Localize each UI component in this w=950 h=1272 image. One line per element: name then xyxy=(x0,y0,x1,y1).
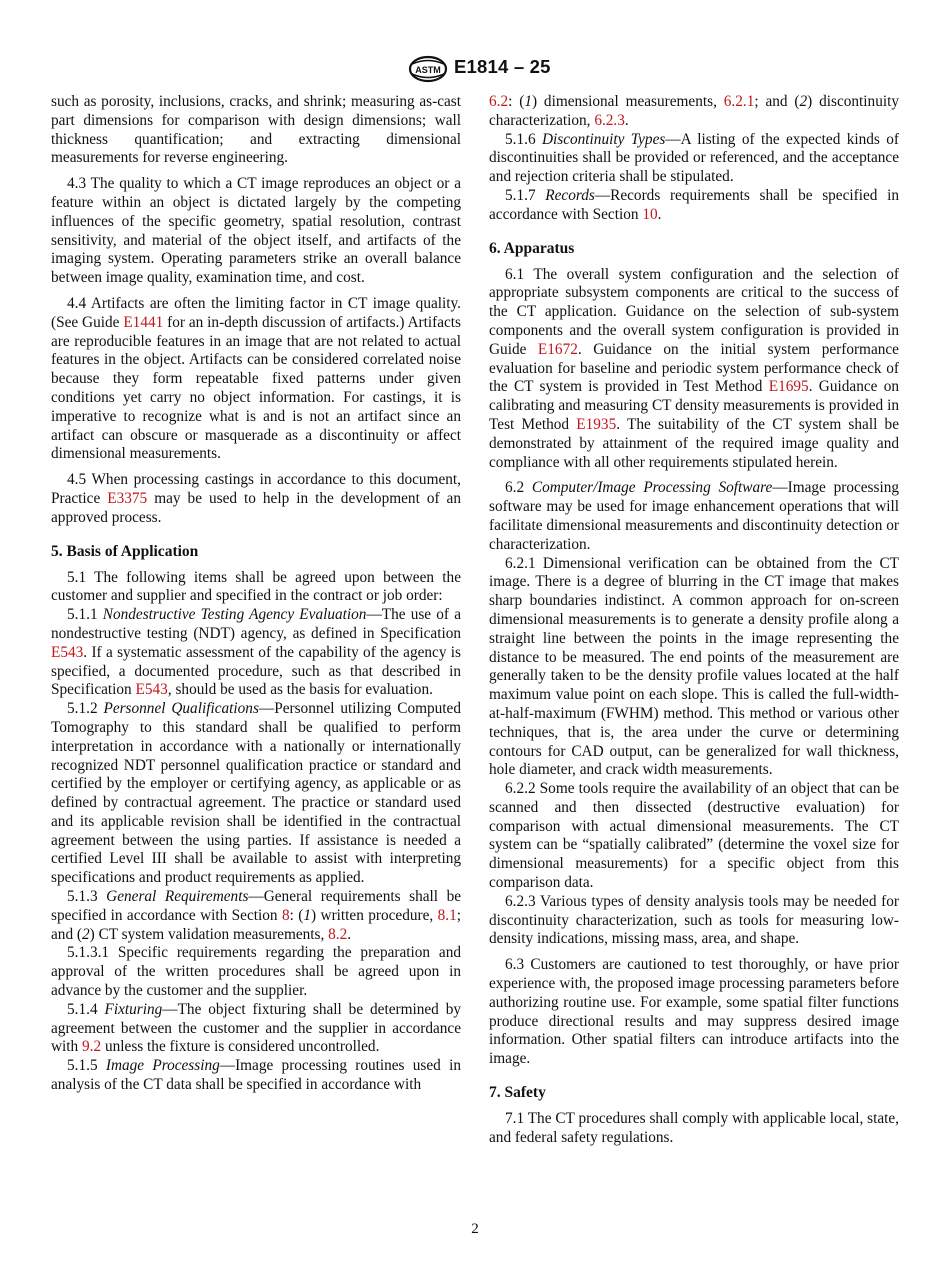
paragraph-4-2-continued: such as porosity, inclusions, cracks, and shrink; measuring as-cast part dimensions for comparison with design dimensions; wall thickness quantification; and extracting dimensional measurements for reverse engineering. xyxy=(51,93,461,167)
ref-6-2-1-link[interactable]: 6.2.1 xyxy=(723,93,755,110)
paragraph-5-1-2: 5.1.2 Personnel Qualifications—Personnel utilizing Computed Tomography to this standard shall be qualified to perform interpretation in accordance with a nationally or internationally recognized NDT personnel qualification practice or standard and certified by the employer or certifying agency, as applicable or as defined by contractual agreement. The practice or standard used and its applicable revision shall be identified in the contractual agreement between the using parties. If assistance is needed a certified Level III shall be available to assist with interpreting specifications and product requirements as applied. xyxy=(51,700,461,887)
paragraph-7-1: 7.1 The CT procedures shall comply with applicable local, state, and federal safety regulations. xyxy=(489,1110,899,1146)
paragraph-5-1-3-1: 5.1.3.1 Specific requirements regarding the preparation and approval of the written procedures shall be agreed upon in advance by the customer and the supplier. xyxy=(51,944,461,1000)
ref-8-2-link[interactable]: 8.2 xyxy=(328,925,348,943)
paragraph-5-1-3: 5.1.3 General Requirements—General requirements shall be specified in accordance with Section 8: (1) written procedure, 8.1; and (2) CT system validation measurements, 8.2. xyxy=(51,888,462,943)
section-6-heading: 6. Apparatus xyxy=(489,239,575,257)
paragraph-5-1-1: 5.1.1 Nondestructive Testing Agency Evaluation—The use of a nondestructive testing (NDT) agency, as defined in Specification E543. If a systematic assessment of the capability of the agency is specified, a documented procedure, such as that described in Specification E543, should be used as the basis for evaluation. xyxy=(51,606,461,699)
paragraph-6-2: 6.2 Computer/Image Processing Software—Image processing software may be used for image enhancement operations that will facilitate dimensional measurements and discontinuity detection or characterization. xyxy=(489,479,900,553)
document-designation: E1814 – 25 xyxy=(454,56,551,77)
svg-text:ASTM: ASTM xyxy=(415,65,441,75)
ref-e1441-link[interactable]: E1441 xyxy=(123,313,164,331)
ref-6-2-link[interactable]: 6.2 xyxy=(489,93,509,110)
astm-logo-icon xyxy=(408,55,448,83)
paragraph-6-2-3: 6.2.3 Various types of density analysis tools may be needed for discontinuity characterization, such as tools for measuring low-density indications, missing mass, area, and shape. xyxy=(489,892,899,948)
paragraph-4-5: 4.5 When processing castings in accordance to this document, Practice E3375 may be used to help in the development of an approved process. xyxy=(51,471,461,526)
paragraph-6-1: 6.1 The overall system configuration and the selection of appropriate subsystem components are critical to the success of the CT application. Guidance on the selection of sub-system components and the overall system configuration is provided in Guide E1672. Guidance on the initial system performance evaluation for baseline and periodic system performance check of the CT system is provided in Test Method E1695. Guidance on calibrating and measuring CT density measurements is provided in Test Method E1935. The suitability of the CT system shall be demonstrated by attainment of the required image quality and compliance with all other requirements stipulated herein. xyxy=(489,265,899,471)
paragraph-6-2-2: 6.2.2 Some tools require the availability of an object that can be scanned and then dissected (destructive evaluation) for comparison with actual dimensional measurements. The CT system can be “spatially calibrated” (determine the voxel size for dimensional measurements) for a specific object from this comparison data. xyxy=(489,780,899,892)
paragraph-6-3: 6.3 Customers are cautioned to test thoroughly, or have prior experience with, the proposed image processing parameters before authorizing routine use. For example, some spatial filter functions produce directional results and may suppress desired image information. Other spatial filters can introduce artifacts into the image. xyxy=(489,956,899,1068)
paragraph-5-1-5-continued: 6.2: (1) dimensional measurements, 6.2.1; and (2) discontinuity characterization, 6.2.3. xyxy=(489,93,899,129)
paragraph-6-2-1: 6.2.1 Dimensional verification can be obtained from the CT image. There is a degree of blurring in the CT image that makes sharp boundaries indistinct. A common approach for on-screen dimensional measurements is to generate a density profile along a straight line between the points in the image representing the distance to be measured. The end points of the measurement are generally taken to be the density profile values located at the half maximum value point on each slope. This is called the full-width-at-half-maximum (FWHM) method. This method or various other techniques, that is, the area under the curve or determining contours for CAD output, can be generalized for wall thickness, hole diameter, and crack width measurements. xyxy=(489,554,899,779)
ref-section-8-link[interactable]: 8 xyxy=(281,906,290,924)
paragraph-5-1: 5.1 The following items shall be agreed upon between the customer and supplier and specified in the contract or job order: xyxy=(51,568,461,605)
ref-e543-link[interactable]: E543 xyxy=(51,643,84,661)
paragraph-5-1-6: 5.1.6 Discontinuity Types—A listing of the expected kinds of discontinuities shall be provided or referenced, and the acceptance and rejection criteria shall be stipulated. xyxy=(489,130,899,186)
paragraph-5-1-7: 5.1.7 Records—Records requirements shall be specified in accordance with Section 10. xyxy=(489,186,899,223)
section-5-heading: 5. Basis of Application xyxy=(51,542,199,560)
page-number: 2 xyxy=(471,1221,479,1237)
ref-9-2-link[interactable]: 9.2 xyxy=(82,1038,102,1056)
ref-6-2-3-link[interactable]: 6.2.3 xyxy=(594,111,625,129)
ref-e3375-link[interactable]: E3375 xyxy=(107,489,148,507)
paragraph-5-1-5: 5.1.5 Image Processing—Image processing routines used in analysis of the CT data shall be specified in accordance with xyxy=(51,1057,461,1094)
ref-e1672-link[interactable]: E1672 xyxy=(537,340,578,358)
paragraph-4-3: 4.3 The quality to which a CT image reproduces an object or a feature within an object is dictated largely by the competing influences of the specific geometry, spatial resolution, contrast sensitivity, and material of the object itself, and artifacts of the imaging system. Operating parameters strike an overall balance between image quality, examination time, and cost. xyxy=(51,175,461,287)
paragraph-4-4: 4.4 Artifacts are often the limiting factor in CT image quality. (See Guide E1441 for an in-depth discussion of artifacts.) Artifacts are reproducible features in an image that are not related to actual features in the object. Artifacts can be considered correlated noise because they form repeatable fixed patterns under given conditions yet carry no object information. For castings, it is imperative to recognize what is and is not an artifact since an artifact can obscure or masquerade as a discontinuity or affect dimensional measurements. xyxy=(51,294,462,463)
page-header xyxy=(0,55,950,85)
paragraph-5-1-4: 5.1.4 Fixturing—The object fixturing shall be determined by agreement between the customer and the supplier in accordance with 9.2 unless the fixture is considered uncontrolled. xyxy=(51,1000,461,1056)
ref-e543-link[interactable]: E543 xyxy=(135,681,168,699)
ref-e1695-link[interactable]: E1695 xyxy=(768,378,809,396)
left-column xyxy=(51,93,461,1095)
right-column xyxy=(489,93,899,1148)
section-7-heading: 7. Safety xyxy=(489,1084,546,1102)
ref-section-10-link[interactable]: 10 xyxy=(642,205,658,223)
ref-e1935-link[interactable]: E1935 xyxy=(576,415,617,433)
ref-8-1-link[interactable]: 8.1 xyxy=(437,906,457,924)
